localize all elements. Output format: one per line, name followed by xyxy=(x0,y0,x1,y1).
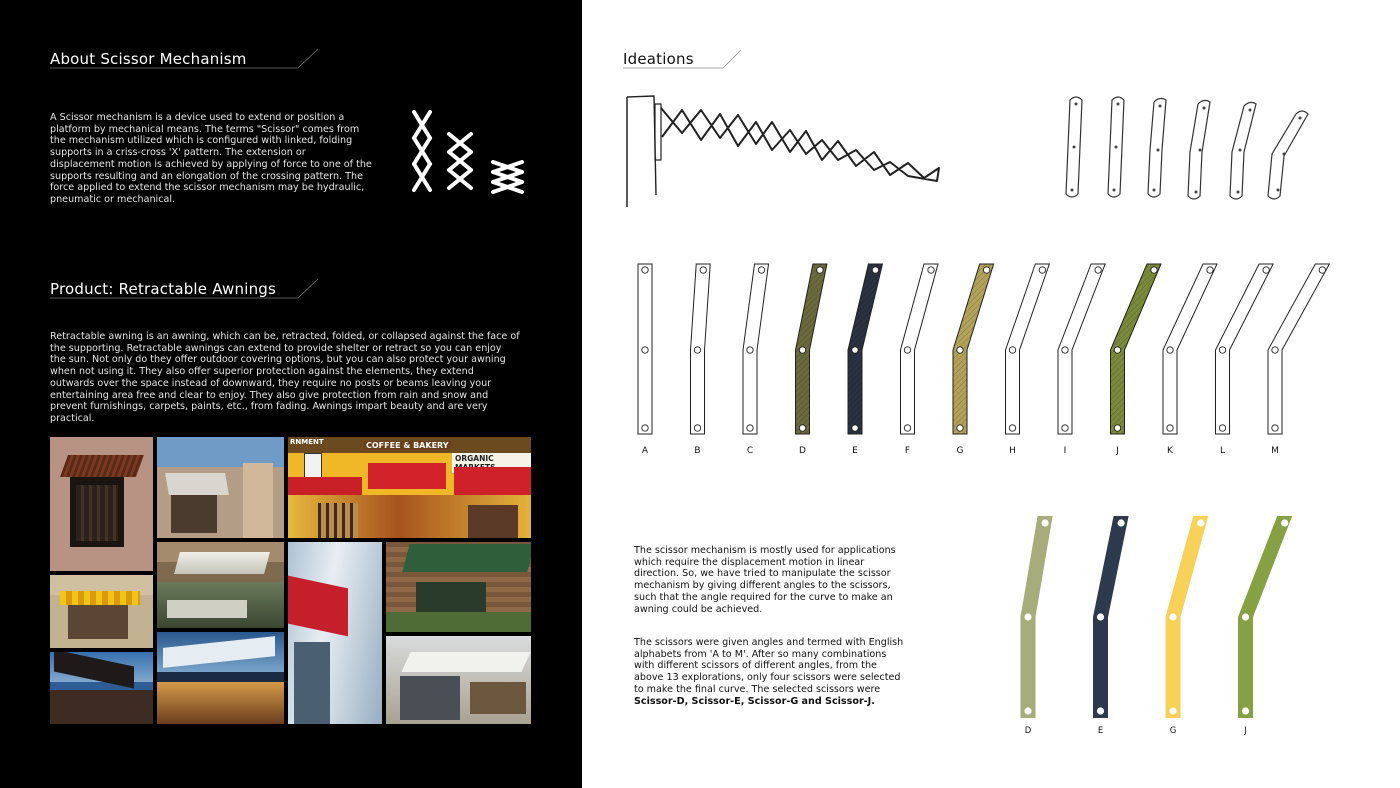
awning-photo-window xyxy=(50,437,153,571)
awning-photo-red-awning xyxy=(288,542,382,724)
description-paragraph-1: The scissor mechanism is mostly used for applications which require the displacement motion in linear direction. So, we have tried to manipulate the scissor mechanism by giving different angles to the scissors, such that the angle required for the curve to make an awning could be achieved. xyxy=(634,545,896,615)
selected-scissor-j xyxy=(1238,516,1292,718)
selected-label-g: G xyxy=(1169,726,1177,736)
selected-scissor-e xyxy=(1093,516,1129,718)
scissor-label-m: M xyxy=(1271,446,1279,456)
product-paragraph: Retractable awning is an awning, which can be, retracted, folded, or collapsed against the face of the supporting. Retractable awnings can extend to provide shelter or retract so you can enjoy the sun. Not only do they offer outdoor covering options, but you can also protect your awning when not using it. They also offer superior protection against the elements, they extend outwards over the space instead of downward, they require no posts or beams leaving your entertaining area free and clear to enjoy. They also give protection from rain and snow and prevent furnishings, carpets, paints, etc., from fading. Awnings impart beauty and are very practical. xyxy=(50,331,520,424)
about-heading: About Scissor Mechanism xyxy=(50,50,247,68)
scissor-label-c: C xyxy=(746,446,754,456)
scissor-label-h: H xyxy=(1009,446,1016,456)
ideations-panel xyxy=(582,0,1400,788)
awning-photo-balcony xyxy=(157,542,284,628)
scissor-label-d: D xyxy=(799,446,806,456)
scissor-label-j: J xyxy=(1116,446,1119,456)
about-heading-underline xyxy=(50,48,320,70)
ideations-heading: Ideations xyxy=(623,50,694,68)
selected-scissors-row xyxy=(582,0,1400,788)
scissor-label-i: I xyxy=(1063,446,1067,456)
awning-photo-yellow-striped xyxy=(50,575,153,648)
awning-photo-green-patio xyxy=(386,542,531,632)
scissor-label-b: B xyxy=(694,446,701,456)
selected-scissor-d xyxy=(1021,516,1053,718)
about-paragraph: A Scissor mechanism is a device used to extend or position a platform by mechanical means. The terms "Scissor" comes from the mechanism utilized which is configured with linked, folding supports in a criss-cross 'X' pattern. The extension or displacement motion is achieved by applying of force to one of the supports resulting and an elongation of the crossing pattern. The force applied to extend the scissor mechanism may be hydraulic, pneumatic or mechanical. xyxy=(50,112,372,205)
product-heading-underline xyxy=(50,278,320,300)
awning-photo-dark-awning xyxy=(50,652,153,724)
about-panel xyxy=(0,0,582,788)
photo-sign-coffee: COFFEE & BAKERY xyxy=(366,441,449,450)
description-paragraph-2-text: The scissors were given angles and termed with English alphabets from 'A to M'. After so many combinations with different scissors of different angles, from the above 13 explorations, only four scissors were selected to make the final curve. The selected scissors were xyxy=(634,637,904,695)
selected-label-j: J xyxy=(1244,726,1247,736)
product-heading: Product: Retractable Awnings xyxy=(50,280,277,298)
scissor-label-l: L xyxy=(1219,446,1226,456)
awning-photo-house xyxy=(157,437,284,538)
photo-sign-organic: ORGANIC xyxy=(452,453,531,473)
scissor-label-e: E xyxy=(852,446,858,456)
photo-sign-partial: RNMENT xyxy=(290,438,324,446)
awning-photo-blue-terrace xyxy=(157,632,284,724)
scissor-label-f: F xyxy=(904,446,911,456)
selected-scissor-g xyxy=(1166,516,1209,718)
awning-photo-storefront xyxy=(288,437,531,538)
selected-scissors-list: Scissor-D, Scissor-E, Scissor-G and Scissor-J. xyxy=(634,695,875,707)
scissor-label-a: A xyxy=(641,446,649,456)
selected-label-d: D xyxy=(1024,726,1032,736)
awning-photo-white-awning xyxy=(386,636,531,724)
scissor-label-k: K xyxy=(1167,446,1173,456)
scissor-label-g: G xyxy=(956,446,964,456)
scissor-diagram-icon xyxy=(405,108,535,208)
selected-label-e: E xyxy=(1097,726,1104,736)
